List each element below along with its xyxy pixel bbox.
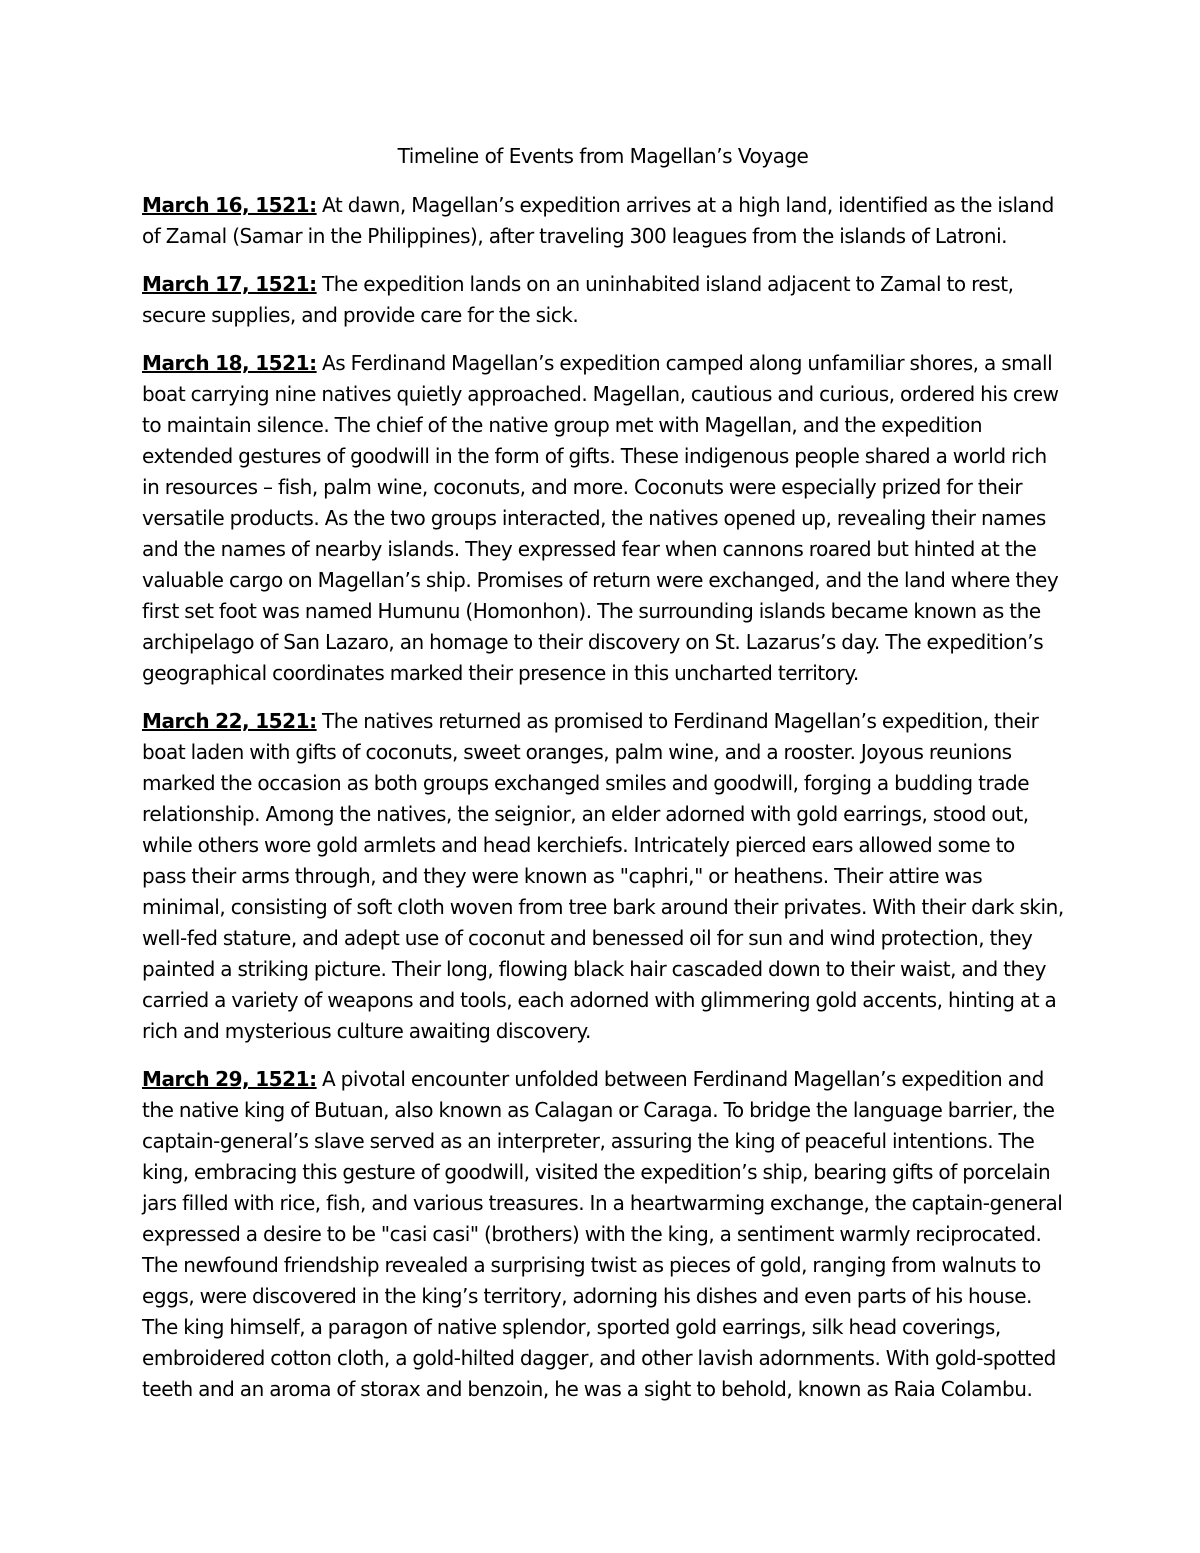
timeline-entry: [142, 190, 1064, 252]
entry-date: March 29, 1521:: [142, 1067, 317, 1091]
entry-text: The expedition lands on an uninhabited island adjacent to Zamal to rest, secure supplies, and provide care for the sick.: [142, 272, 1014, 327]
entry-date: March 22, 1521:: [142, 709, 317, 733]
timeline-entry: [142, 1064, 1064, 1405]
entry-date: March 16, 1521:: [142, 193, 317, 217]
entry-text: A pivotal encounter unfolded between Ferdinand Magellan’s expedition and the native king of Butuan, also known as Calagan or Caraga. To bridge the language barrier, the captain-general’s slave served as an interpreter, assuring the king of peaceful intentions. The king, embracing this gesture of goodwill, visited the expedition’s ship, bearing gifts of porcelain jars filled with rice, fish, and various treasures. In a heartwarming exchange, the captain-general expressed a desire to be "casi casi" (brothers) with the king, a sentiment warmly reciprocated. The newfound friendship revealed a surprising twist as pieces of gold, ranging from walnuts to eggs, were discovered in the king’s territory, adorning his dishes and even parts of his house. The king himself, a paragon of native splendor, sported gold earrings, silk head coverings, embroidered cotton cloth, a gold-hilted dagger, and other lavish adornments. With gold-spotted teeth and an aroma of storax and benzoin, he was a sight to behold, known as Raia Colambu.: [142, 1067, 1063, 1401]
timeline-entry: [142, 269, 1064, 331]
entry-date: March 17, 1521:: [142, 272, 317, 296]
document-page: [142, 140, 1064, 1422]
timeline-entry: [142, 348, 1064, 689]
entry-date: March 18, 1521:: [142, 351, 317, 375]
entry-text: The natives returned as promised to Ferdinand Magellan’s expedition, their boat laden with gifts of coconuts, sweet oranges, palm wine, and a rooster. Joyous reunions marked the occasion as both groups exchanged smiles and goodwill, forging a budding trade relationship. Among the natives, the seignior, an elder adorned with gold earrings, stood out, while others wore gold armlets and head kerchiefs. Intricately pierced ears allowed some to pass their arms through, and they were known as "caphri," or heathens. Their attire was minimal, consisting of soft cloth woven from tree bark around their privates. With their dark skin, well-fed stature, and adept use of coconut and benessed oil for sun and wind protection, they painted a striking picture. Their long, flowing black hair cascaded down to their waist, and they carried a variety of weapons and tools, each adorned with glimmering gold accents, hinting at a rich and mysterious culture awaiting discovery.: [142, 709, 1064, 1043]
timeline-entry: [142, 706, 1064, 1047]
entry-text: As Ferdinand Magellan’s expedition camped along unfamiliar shores, a small boat carrying nine natives quietly approached. Magellan, cautious and curious, ordered his crew to maintain silence. The chief of the native group met with Magellan, and the expedition extended gestures of goodwill in the form of gifts. These indigenous people shared a world rich in resources – fish, palm wine, coconuts, and more. Coconuts were especially prized for their versatile products. As the two groups interacted, the natives opened up, revealing their names and the names of nearby islands. They expressed fear when cannons roared but hinted at the valuable cargo on Magellan’s ship. Promises of return were exchanged, and the land where they first set foot was named Humunu (Homonhon). The surrounding islands became known as the archipelago of San Lazaro, an homage to their discovery on St. Lazarus’s day. The expedition’s geographical coordinates marked their presence in this uncharted territory.: [142, 351, 1059, 685]
entry-text: At dawn, Magellan’s expedition arrives at a high land, identified as the island of Zamal (Samar in the Philippines), after traveling 300 leagues from the islands of Latroni.: [142, 193, 1054, 248]
document-title: Timeline of Events from Magellan’s Voyage: [397, 144, 809, 168]
